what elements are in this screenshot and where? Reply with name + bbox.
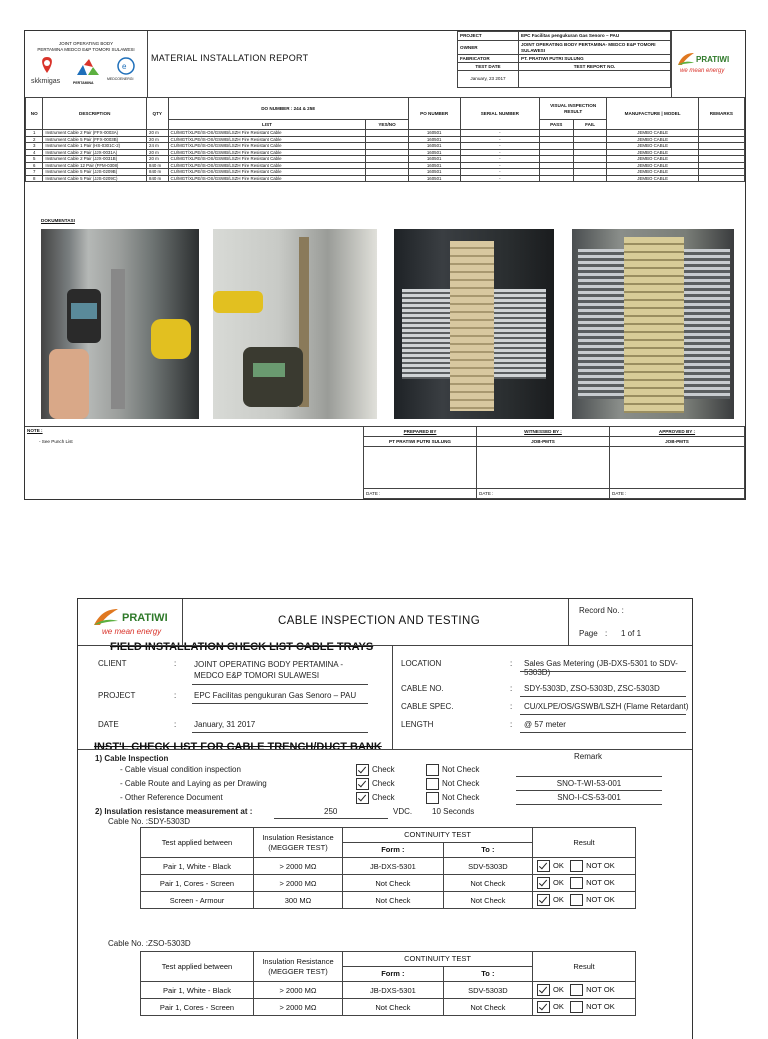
col-remarks: REMARKS	[698, 98, 744, 130]
cell-ir: > 2000 MΩ	[254, 999, 343, 1016]
prepared-by-label: PREPARED BY	[364, 427, 477, 437]
cell-manufacture: JEMBO CABLE	[607, 130, 698, 137]
ir-underline	[274, 818, 388, 819]
report2-title: CABLE INSPECTION AND TESTING	[278, 615, 481, 627]
remark-label: Remark	[574, 752, 603, 761]
cell-manufacture: JEMBO CABLE	[607, 136, 698, 143]
cell-po: 160501	[408, 136, 460, 143]
cell-manufacture: JEMBO CABLE	[607, 169, 698, 176]
table-row	[141, 858, 636, 875]
cable2-test-table	[140, 951, 636, 1016]
cell-list: CU/MGT/XLPE/IS-OS/GSWB/LSZH Fire Resistant Cable	[168, 143, 366, 150]
svg-text:e: e	[122, 62, 127, 71]
medco-label: MEDCOENERGI	[107, 77, 134, 81]
cell-to: Not Check	[443, 999, 532, 1016]
date-value-2: January, 31 2017	[194, 720, 256, 729]
inspection-title: 1) Cable Inspection	[95, 754, 169, 763]
col-result: Result	[533, 828, 636, 858]
cable-no-colon: :	[510, 684, 513, 693]
prepared-by-value: PT PRATIWI PUTRI SULUNG	[364, 437, 477, 447]
cell-list: CU/MGT/XLPE/IS-OS/GSWB/LSZH Fire Resistant Cable	[168, 136, 366, 143]
ok-label: OK	[553, 878, 564, 888]
cell-description: Instrument Cable 12 Pair (FFM-0308)	[43, 162, 147, 169]
cable-spec-label: CABLE SPEC.	[401, 702, 454, 711]
page-value: 1 of 1	[621, 629, 642, 638]
cell-test: Pair 1, White - Black	[141, 858, 254, 875]
col-qty: QTY	[147, 98, 169, 130]
cable1-label: Cable No. :SDY-5303D	[108, 817, 190, 826]
witnessed-date-label: DATE :	[477, 489, 610, 499]
notok-label: NOT OK	[586, 861, 615, 870]
cell-qty: 20 m	[147, 130, 169, 137]
location-underline	[520, 671, 686, 672]
page-colon: :	[605, 629, 608, 638]
col-list: LIST	[168, 120, 366, 130]
inspection-remark: SNO-T-WI-53-001	[556, 779, 622, 788]
test-date-label: TEST DATE	[458, 63, 519, 71]
pratiwi-tagline-2: we mean energy	[102, 627, 162, 636]
cell-no: 7	[26, 169, 43, 176]
ir-title: 2) Insulation resistance measurement at :	[95, 807, 253, 816]
prepared-signature	[364, 447, 477, 489]
not-check-option[interactable]	[426, 778, 479, 790]
check-box-icon[interactable]	[426, 778, 439, 790]
cell-result	[533, 999, 636, 1016]
medco-logo-icon	[115, 55, 137, 77]
header-divider-2	[78, 645, 692, 646]
pratiwi-logo-icon	[676, 51, 696, 67]
col-yesno: YES/NO	[366, 120, 408, 130]
fabricator-label: FABRICATOR	[458, 55, 519, 63]
cell-description: Instrument Cable 5 Pair (FFX-0003B)	[43, 136, 147, 143]
check-box-icon[interactable]	[570, 877, 583, 889]
check-label: Check	[372, 793, 395, 803]
ok-label: OK	[553, 895, 564, 905]
cell-po: 160501	[408, 156, 460, 163]
page-label: Page	[579, 629, 598, 638]
cell-no: 4	[26, 149, 43, 156]
section-title: INST'L CHECK LIST FOR CABLE TRENCH/DUCT BANK	[94, 741, 382, 753]
cell-qty: 24 m	[147, 143, 169, 150]
project-label-2: PROJECT	[98, 691, 136, 700]
cell-from: Not Check	[343, 875, 444, 892]
project-value: EPC Facilitas pengukuran Gas Senoro – PAU	[519, 32, 671, 41]
signature-table	[363, 426, 745, 499]
check-box-icon[interactable]	[356, 792, 369, 804]
check-option[interactable]	[356, 778, 395, 790]
witnessed-by-value: JOB-PMTS	[477, 437, 610, 447]
witnessed-signature	[477, 447, 610, 489]
cell-serial: -	[460, 169, 539, 176]
ok-label: OK	[553, 985, 564, 994]
check-option[interactable]	[356, 764, 395, 776]
inspection-item-label: - Cable visual condition inspection	[120, 765, 241, 774]
cell-qty: 840 m	[147, 175, 169, 182]
cell-from: JB-DXS-5301	[343, 982, 444, 999]
cell-description: Instrument Cable 5 Pair (JJS-0209C)	[43, 175, 147, 182]
cable-spec-value: CU/XLPE/OS/GSWB/LSZH (Flame Retardant)	[524, 702, 689, 711]
note-item: - See Punch List	[39, 439, 73, 444]
cable-no-label: CABLE NO.	[401, 684, 444, 693]
material-table	[25, 97, 745, 187]
check-option[interactable]	[356, 792, 395, 804]
col-result: Result	[533, 952, 636, 982]
cell-to: Not Check	[443, 875, 532, 892]
photo-clamp-meter-panel	[41, 229, 199, 419]
remark-underline	[516, 790, 662, 791]
cell-list: CU/MGT/XLPE/IS-OS/GSWB/LSZH Fire Resistant Cable	[168, 149, 366, 156]
check-label: Check	[372, 779, 395, 789]
check-box-icon[interactable]	[537, 1001, 550, 1013]
table-row	[141, 982, 636, 999]
cell-serial: -	[460, 149, 539, 156]
col-test-applied: Test applied between	[141, 952, 254, 982]
cell-description: Instrument Cable 2 Pair (FFX-0003A)	[43, 130, 147, 137]
cell-qty: 840 m	[147, 162, 169, 169]
check-box-icon[interactable]	[537, 894, 550, 906]
check-label: Check	[372, 765, 395, 775]
col-do-number: DO NUMBER : 244 & 258	[168, 98, 408, 120]
approved-by-label: APPROVED BY :	[610, 427, 745, 437]
cell-qty: 840 m	[147, 169, 169, 176]
notok-label: NOT OK	[586, 878, 615, 888]
pratiwi-logo-text-2: PRATIWI	[122, 612, 168, 624]
notok-label: NOT OK	[586, 1002, 615, 1012]
check-box-icon[interactable]	[537, 984, 550, 996]
record-page-block	[568, 599, 693, 645]
test-date-value: January, 23 2017	[458, 71, 519, 88]
cable-no-underline	[520, 696, 686, 697]
not-check-label: Not Check	[442, 793, 480, 803]
cell-manufacture: JEMBO CABLE	[607, 175, 698, 182]
material-installation-report	[24, 30, 746, 500]
cell-serial: -	[460, 175, 539, 182]
length-label: LENGTH	[401, 720, 434, 729]
cell-list: CU/MGT/XLPE/IS-OS/GSWB/LSZH Fire Resistant Cable	[168, 162, 366, 169]
not-check-label: Not Check	[442, 779, 480, 789]
check-box-icon[interactable]	[570, 1001, 583, 1013]
client-colon: :	[174, 659, 177, 668]
section-divider	[78, 749, 692, 750]
cell-from: Not Check	[343, 892, 444, 909]
check-box-icon[interactable]	[356, 778, 369, 790]
project-value-2: EPC Facilitas pengukuran Gas Senoro – PAU	[194, 691, 357, 700]
check-box-icon[interactable]	[537, 877, 550, 889]
pratiwi-logo-text: PRATIWI	[696, 55, 730, 64]
cell-manufacture: JEMBO CABLE	[607, 162, 698, 169]
cell-description: Instrument Cable 1 Pair (HS-0301C-2)	[43, 143, 147, 150]
col-test-applied: Test applied between	[141, 828, 254, 858]
cell-serial: -	[460, 156, 539, 163]
cell-from: Not Check	[343, 999, 444, 1016]
skkmigas-logo-icon	[35, 55, 59, 77]
ok-label: OK	[553, 1002, 564, 1012]
col-continuity: CONTINUITY TEST	[343, 828, 533, 843]
col-description: DESCRIPTION	[43, 98, 147, 130]
test-report-value	[519, 71, 671, 88]
cell-test: Pair 1, Cores - Screen	[141, 875, 254, 892]
cell-no: 3	[26, 143, 43, 150]
pratiwi-logo-block	[671, 31, 746, 97]
cell-to: SDV-5303D	[443, 982, 532, 999]
col-serial-number: SERIAL NUMBER	[460, 98, 539, 130]
cell-po: 160501	[408, 162, 460, 169]
cell-serial: -	[460, 136, 539, 143]
cell-result	[533, 892, 636, 909]
location-colon: :	[510, 659, 513, 668]
check-box-icon[interactable]	[426, 764, 439, 776]
table-row	[141, 875, 636, 892]
skkmigas-label: skkmigas	[31, 78, 61, 85]
ir-unit: VDC.	[393, 807, 413, 816]
test-report-label: TEST REPORT NO.	[519, 63, 671, 71]
approved-by-value: JOB-PMTS	[610, 437, 745, 447]
table-row	[141, 999, 636, 1016]
notok-label: NOT OK	[586, 895, 615, 905]
check-box-icon[interactable]	[570, 860, 583, 872]
cable-inspection-report	[77, 598, 693, 1039]
inspection-item-label: - Other Reference Document	[120, 793, 223, 802]
approved-signature	[610, 447, 745, 489]
cell-test: Screen - Armour	[141, 892, 254, 909]
location-label: LOCATION	[401, 659, 442, 668]
cell-ir: 300 MΩ	[254, 892, 343, 909]
photo-terminal-testing	[213, 229, 377, 419]
company-logo-block	[25, 31, 148, 97]
documentation-label: DOKUMENTASI	[41, 218, 75, 223]
location-value: Sales Gas Metering (JB-DXS-5301 to SDV-5303D)	[524, 659, 678, 677]
col-form: Form :	[343, 967, 444, 982]
col-insulation-resistance: Insulation Resistance (MEGGER TEST)	[254, 952, 343, 982]
record-no-label: Record No. :	[579, 606, 624, 615]
ir-time: 10 Seconds	[432, 807, 475, 816]
col-po-number: PO NUMBER	[408, 98, 460, 130]
cell-po: 160501	[408, 169, 460, 176]
cell-ir: > 2000 MΩ	[254, 858, 343, 875]
cell-test: Pair 1, White - Black	[141, 982, 254, 999]
cable-no-value: SDY-5303D, ZSO-5303D, ZSC-5303D	[524, 684, 660, 693]
col-insulation-resistance: Insulation Resistance (MEGGER TEST)	[254, 828, 343, 858]
cell-description: Instrument Cable 5 Pair (JJS-0209B)	[43, 169, 147, 176]
col-visual-inspection: VISUAL INSPECTION RESULT	[539, 98, 607, 120]
photo-terminal-block-2	[572, 229, 734, 419]
cable-spec-underline	[520, 714, 686, 715]
length-colon: :	[510, 720, 513, 729]
inspection-remark: SNO-I-CS-53-001	[557, 793, 621, 802]
info-column-divider	[392, 645, 393, 749]
check-box-icon[interactable]	[356, 764, 369, 776]
cell-result	[533, 982, 636, 999]
report-title: MATERIAL INSTALLATION REPORT	[151, 53, 309, 63]
company-name-line1: JOINT OPERATING BODY	[58, 41, 114, 46]
col-continuity: CONTINUITY TEST	[343, 952, 533, 967]
cell-test: Pair 1, Cores - Screen	[141, 999, 254, 1016]
cable-spec-colon: :	[510, 702, 513, 711]
inspection-item-label: - Cable Route and Laying as per Drawing	[120, 779, 267, 788]
cell-qty: 20 m	[147, 149, 169, 156]
cell-manufacture: JEMBO CABLE	[607, 143, 698, 150]
cell-no: 6	[26, 162, 43, 169]
not-check-option[interactable]	[426, 792, 479, 804]
cell-list: CU/MGT/XLPE/IS-OS/GSWB/LSZH Fire Resistant Cable	[168, 175, 366, 182]
date-colon: :	[174, 720, 177, 729]
cell-po: 160501	[408, 149, 460, 156]
table-row	[141, 892, 636, 909]
header-info-table	[457, 31, 671, 88]
col-form: Form :	[343, 843, 444, 858]
owner-label: OWNER	[458, 41, 519, 55]
project-label: PROJECT	[458, 32, 519, 41]
witnessed-by-label: WITNESSED BY :	[477, 427, 610, 437]
cell-serial: -	[460, 162, 539, 169]
remark-underline	[516, 776, 662, 777]
col-fail: FAIL	[573, 120, 607, 130]
cable2-label: Cable No. :ZSO-5303D	[108, 939, 191, 948]
length-value: @ 57 meter	[524, 720, 566, 729]
client-underline	[192, 684, 368, 685]
col-to: To :	[443, 967, 532, 982]
cell-ir: > 2000 MΩ	[254, 875, 343, 892]
check-box-icon[interactable]	[426, 792, 439, 804]
cell-po: 160501	[408, 143, 460, 150]
col-pass: PASS	[539, 120, 573, 130]
pratiwi-tagline: we mean energy	[680, 68, 725, 74]
cell-list: CU/MGT/XLPE/IS-OS/GSWB/LSZH Fire Resistant Cable	[168, 130, 366, 137]
photo-terminal-block-1	[394, 229, 554, 419]
cell-serial: -	[460, 143, 539, 150]
cell-manufacture: JEMBO CABLE	[607, 149, 698, 156]
approved-date-label: DATE :	[610, 489, 745, 499]
pertamina-label: PERTAMINA	[73, 81, 94, 85]
length-underline	[520, 732, 686, 733]
prepared-date-label: DATE :	[364, 489, 477, 499]
cell-qty: 20 m	[147, 156, 169, 163]
ir-value: 250	[324, 807, 338, 816]
cell-no: 2	[26, 136, 43, 143]
date-underline	[192, 732, 368, 733]
remark-underline	[516, 804, 662, 805]
cell-to: SDV-5303D	[443, 858, 532, 875]
cell-no: 8	[26, 175, 43, 182]
owner-value: JOINT OPERATING BODY PERTAMINA- MEDCO E&P TOMORI SULAWESI	[519, 41, 671, 55]
cell-list: CU/MGT/XLPE/IS-OS/GSWB/LSZH Fire Resistant Cable	[168, 169, 366, 176]
cell-po: 160501	[408, 175, 460, 182]
check-box-icon[interactable]	[570, 984, 583, 996]
client-label: CLIENT	[98, 659, 127, 668]
date-label-2: DATE	[98, 720, 119, 729]
check-box-icon[interactable]	[570, 894, 583, 906]
cell-list: CU/MGT/XLPE/IS-OS/GSWB/LSZH Fire Resistant Cable	[168, 156, 366, 163]
cell-manufacture: JEMBO CABLE	[607, 156, 698, 163]
pertamina-logo-icon	[75, 57, 101, 77]
cable1-test-table	[140, 827, 636, 909]
cell-qty: 20 m	[147, 136, 169, 143]
col-no: NO	[26, 98, 43, 130]
notok-label: NOT OK	[586, 985, 615, 994]
project-underline	[192, 703, 368, 704]
pratiwi-logo-block-2	[78, 599, 183, 645]
cell-no: 5	[26, 156, 43, 163]
note-label: NOTE :	[27, 428, 43, 433]
not-check-option[interactable]	[426, 764, 479, 776]
col-manufacture: MANUFACTURE | MODEL	[607, 98, 698, 130]
cell-serial: -	[460, 130, 539, 137]
company-name-line2: PERTAMINA MEDCO E&P TOMORI SULAWESI	[37, 47, 135, 52]
cell-to: Not Check	[443, 892, 532, 909]
cell-po: 160501	[408, 130, 460, 137]
cell-from: JB-DXS-5301	[343, 858, 444, 875]
pratiwi-logo-icon	[92, 607, 120, 627]
report2-subtitle: FIELD INSTALLATION CHECK LIST CABLE TRAYS	[110, 641, 374, 653]
not-check-label: Not Check	[442, 765, 480, 775]
cell-result	[533, 858, 636, 875]
cell-result	[533, 875, 636, 892]
cell-description: Instrument Cable 2 Pair (JJX-0031B)	[43, 156, 147, 163]
fabricator-value: PT. PRATIWI PUTRI SULUNG	[519, 55, 671, 63]
cell-ir: > 2000 MΩ	[254, 982, 343, 999]
cell-description: Instrument Cable 2 Pair (JJX-0031A)	[43, 149, 147, 156]
col-to: To :	[443, 843, 532, 858]
project-colon: :	[174, 691, 177, 700]
client-value: JOINT OPERATING BODY PERTAMINA - MEDCO E&P TOMORI SULAWESI	[194, 660, 344, 680]
check-box-icon[interactable]	[537, 860, 550, 872]
ok-label: OK	[553, 861, 564, 870]
cell-no: 1	[26, 130, 43, 137]
